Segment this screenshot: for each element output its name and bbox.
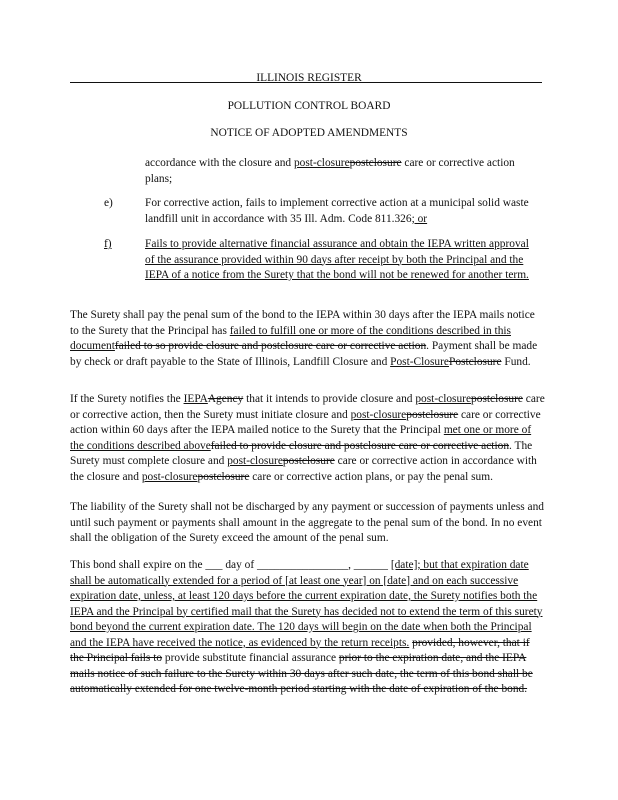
liability-paragraph: The liability of the Surety shall not be discharged by any payment or succession of payments unless and until such payment or payments shall amount in the aggregate to the penal sum of the bond. In no event shall the obligation of the Surety exceed the amount of the penal sum. xyxy=(70,501,544,544)
continuation-text: accordance with the closure and post-closurepostclosure care or corrective action plans; xyxy=(145,157,515,185)
item-f-label: f) xyxy=(104,238,112,250)
payment-paragraph: The Surety shall pay the penal sum of the bond to the IEPA within 30 days after the IEPA mails notice to the Surety that the Principal has failed to fulfill one or more of the conditions described in this documentfailed to so provide closure and postclosure care or corrective action. Payment shall be made by check or draft payable to the State of Illinois, Landfill Closure and Post-ClosurePostclosure Fund. xyxy=(70,309,538,368)
item-e-label: e) xyxy=(104,197,113,209)
surety-action-paragraph: If the Surety notifies the IEPAAgency that it intends to provide closure and post-closurepostclosure care or corrective action, then the Surety must initiate closure and post-closurepostclosure care or corrective action within 60 days after the IEPA mailed notice to the Surety that the Principal met one or more of the conditions described abovefailed to provide closure and postclosure care or corrective action. The Surety must complete closure and post-closurepostclosure care or corrective action in accordance with the closure and post-closurepostclosure care or corrective action plans, or pay the penal sum. xyxy=(70,393,545,483)
register-title: ILLINOIS REGISTER xyxy=(256,72,362,84)
item-f-text: Fails to provide alternative financial assurance and obtain the IEPA written approval of the assurance provided within 90 days after receipt by both the Principal and the IEPA of a notice from the Surety that the bond will not be renewed for another term. xyxy=(145,238,529,281)
notice-title: NOTICE OF ADOPTED AMENDMENTS xyxy=(210,127,408,139)
item-e-text: For corrective action, fails to implement corrective action at a municipal solid waste landfill unit in accordance with 35 Ill. Adm. Code 811.326; or xyxy=(145,197,529,225)
expiration-paragraph: This bond shall expire on the ___ day of ________________, ______ [date]; but that expiration date shall be automatically extended for a period of [at least one year] on [date] and on each successive expiration date, unless, at least 120 days before the current expiration date, the Surety notifies both the IEPA and the Principal by certified mail that the Surety has decided not to extend the term of this surety bond beyond the current expiration date. The 120 days will begin on the date when both the Principal and the IEPA have received the notice, as evidenced by the return receipts. provided, however, that if the Principal fails to provide substitute financial assurance prior to the expiration date, and the IEPA mails notice of such failure to the Surety within 30 days after such date, the term of this bond shall be automatically extended for one twelve-month period starting with the date of expiration of the bond. xyxy=(70,559,543,695)
board-title: POLLUTION CONTROL BOARD xyxy=(227,100,391,112)
